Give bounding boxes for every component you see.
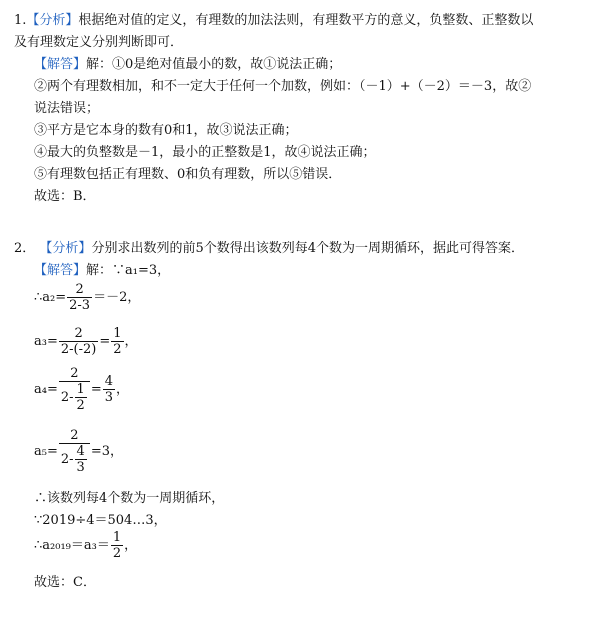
q1-analysis-tag: 【分析】: [26, 13, 79, 28]
q2-given: 解：∵a₁=3，: [86, 263, 171, 278]
q2-analysis-text: 分别求出数列的前5个数得出该数列每4个数为一周期循环，据此可得答案．: [91, 241, 524, 256]
q2-a4-fraction: [59, 366, 90, 413]
q2-a4-result-numerator: 4: [104, 374, 113, 389]
q2-a3-result-denominator: 2: [113, 342, 122, 357]
q2-a2019-numerator: 1: [112, 530, 122, 545]
q2-a3-lhs: a₃=: [34, 334, 58, 349]
q2-cycle: ∴该数列每4个数为一周期循环，: [34, 491, 225, 506]
q2-a4-eq: =: [90, 382, 102, 397]
q2-a4-end: ，: [116, 382, 130, 397]
q2-a5-numerator: 2: [59, 428, 90, 444]
q2-a4-inner-numerator: 1: [76, 382, 85, 397]
q2-a2-equation: [34, 282, 140, 314]
q2-a2-lhs: ∴a₂=: [34, 290, 67, 305]
q1-answer-line-1: [34, 56, 341, 74]
q2-answer-line: [34, 262, 170, 280]
q1-choice: 故选：B．: [34, 189, 96, 204]
q2-a2-fraction: [67, 282, 92, 313]
q2-a5-denominator: [59, 444, 90, 475]
q1-answer-line-2: ②两个有理数相加，和不一定大于任何一个加数，例如：（－1）+（－2）＝－3，故②: [34, 79, 532, 94]
q2-division: ∵2019÷4＝504…3，: [34, 513, 167, 528]
q1-analysis-line-2: 及有理数定义分别判断即可．: [14, 35, 184, 50]
q2-choice: 故选：C．: [34, 575, 96, 590]
q1-answer-line-3: 说法错误；: [34, 101, 100, 116]
q2-a4-equation: [34, 366, 129, 413]
q2-a3-eq: =: [99, 334, 111, 349]
q2-a2019-lhs: ∴a₂₀₁₉＝a₃＝: [34, 538, 110, 553]
q1-answer-line-4: ③平方是它本身的数有0和1，故③说法正确；: [34, 123, 298, 138]
q2-a2-denominator: 2-3: [69, 298, 91, 313]
q2-a5-den-prefix: 2-: [60, 452, 74, 467]
q1-analysis-line-1: [14, 12, 533, 30]
q2-answer-tag: 【解答】: [34, 263, 87, 278]
q2-a3-fraction: [59, 326, 98, 357]
q1-analysis-text-1: 根据绝对值的定义，有理数的加法法则，有理数平方的意义，负整数、正整数以: [78, 13, 534, 28]
q2-a4-denominator: [59, 382, 90, 413]
q2-a5-inner-denominator: 3: [76, 460, 85, 475]
q2-a5-inner-fraction: [75, 444, 87, 475]
q2-a3-numerator: 2: [59, 326, 98, 342]
q2-a3-equation: [34, 326, 138, 358]
q1-answer-tag: 【解答】: [34, 57, 87, 72]
q2-a3-result-fraction: [111, 326, 123, 357]
q1-number: 1.: [14, 13, 27, 28]
q2-a4-inner-denominator: 2: [76, 398, 85, 413]
q2-a5-rhs: =3，: [90, 444, 123, 459]
q2-a3-end: ，: [124, 334, 138, 349]
q2-a2-numerator: 2: [67, 282, 92, 298]
q2-a5-equation: [34, 428, 123, 475]
q2-a5-fraction: [59, 428, 90, 475]
q2-a2019-denominator: 2: [112, 546, 122, 561]
q2-a4-result-fraction: [103, 374, 115, 405]
q2-a4-den-prefix: 2-: [60, 390, 74, 405]
q1-answer-line-6: ⑤有理数包括正有理数、0和负有理数，所以⑤错误．: [34, 167, 342, 182]
q1-answer-text-1: 解：①0是绝对值最小的数，故①说法正确；: [86, 57, 342, 72]
q2-a3-denominator: 2-(-2): [60, 342, 97, 357]
q2-analysis-line: [14, 240, 524, 258]
q2-a2-rhs: ＝－2，: [93, 290, 141, 305]
q2-a3-result-numerator: 1: [113, 326, 122, 341]
q2-analysis-tag: 【分析】: [39, 241, 92, 256]
q2-a2019-fraction: [111, 530, 123, 561]
q2-number: 2．: [14, 241, 36, 256]
q2-a4-result-denominator: 3: [104, 390, 113, 405]
q2-a4-lhs: a₄=: [34, 382, 58, 397]
q2-a2019-end: ，: [124, 538, 138, 553]
q1-answer-line-5: ④最大的负整数是－1，最小的正整数是1，故④说法正确；: [34, 145, 376, 160]
q2-a5-lhs: a₅=: [34, 444, 58, 459]
q2-a4-inner-fraction: [75, 382, 87, 413]
q2-a4-numerator: 2: [59, 366, 90, 382]
q2-a2019-equation: [34, 530, 137, 562]
q2-a5-inner-numerator: 4: [76, 444, 85, 459]
